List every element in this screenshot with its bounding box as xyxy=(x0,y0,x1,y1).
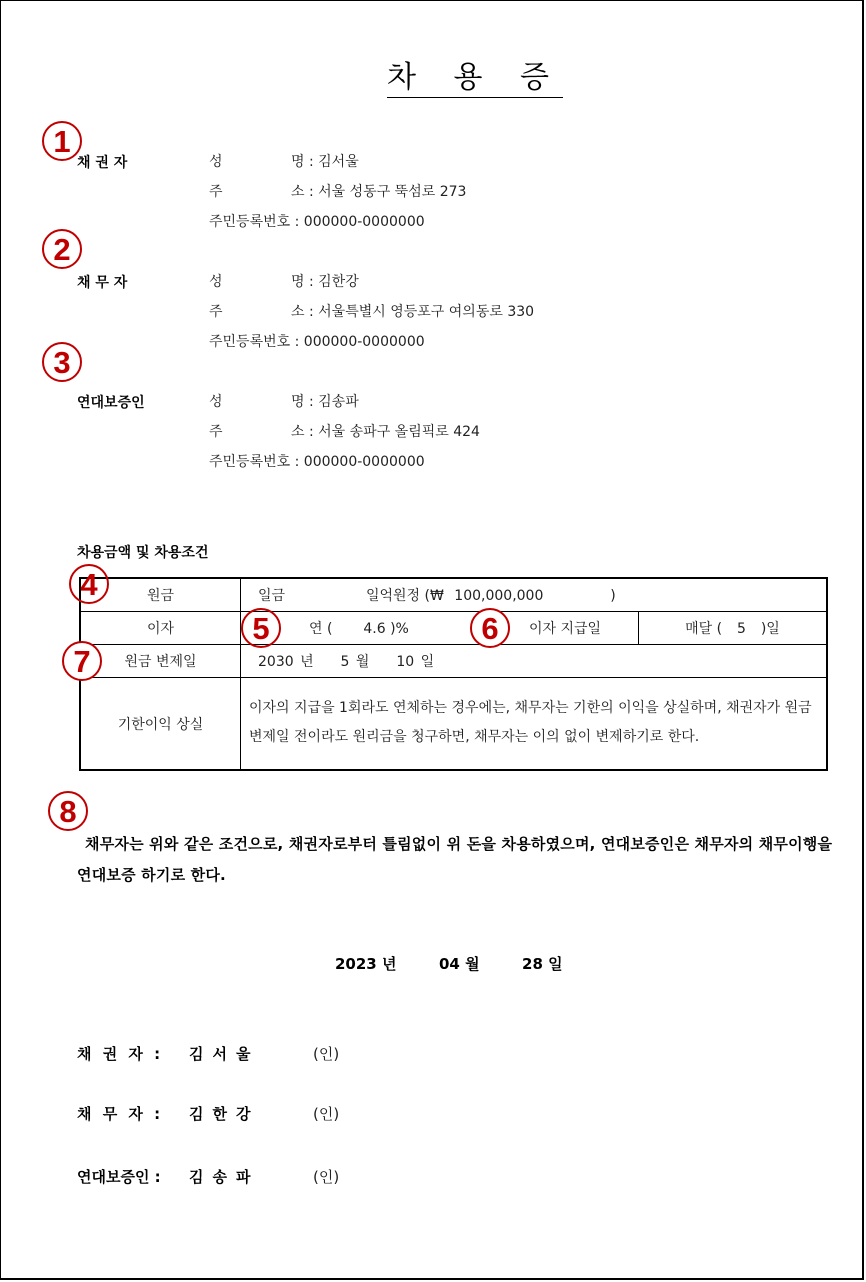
repayment-day: 10 xyxy=(396,654,415,670)
guarantor-label: 연대보증인 xyxy=(77,395,145,411)
principal-label: 원금 xyxy=(80,578,241,612)
separator: : xyxy=(294,334,300,350)
separator: : xyxy=(308,274,314,290)
acceleration-row xyxy=(80,678,827,771)
id-key: 주민등록번호 xyxy=(209,454,291,470)
interest-rate-suffix: )% xyxy=(390,621,409,637)
seal-mark: (인) xyxy=(313,1105,340,1123)
annotation-marker-7: 7 xyxy=(62,641,102,681)
seal-mark: (인) xyxy=(313,1168,340,1186)
debtor-address: 서울특별시 영등포구 여의동로 330 xyxy=(318,304,535,320)
month-unit: 월 xyxy=(355,654,370,670)
signature-guarantor xyxy=(77,1166,339,1187)
payment-day-label: 이자 지급일 xyxy=(492,612,639,645)
date-year: 2023 xyxy=(335,955,377,973)
interest-label: 이자 xyxy=(80,612,241,645)
signature-name: 김한강 xyxy=(189,1105,260,1123)
acceleration-label: 기한이익 상실 xyxy=(80,678,241,771)
separator: : xyxy=(294,214,300,230)
repayment-date xyxy=(241,645,828,678)
principal-row xyxy=(80,578,827,612)
separator: : xyxy=(308,154,314,170)
signature-label: 채 무 자 : xyxy=(77,1105,161,1123)
principal-close: ) xyxy=(610,588,616,604)
interest-row xyxy=(80,612,827,645)
creditor-address: 서울 성동구 뚝섬로 273 xyxy=(318,184,467,200)
guarantor-name: 김송파 xyxy=(318,394,359,410)
id-key: 주민등록번호 xyxy=(209,214,291,230)
signature-name: 김송파 xyxy=(189,1168,260,1186)
date-day-unit: 일 xyxy=(548,955,563,973)
repayment-month: 5 xyxy=(340,654,350,670)
date-day: 28 xyxy=(522,955,543,973)
name-key: 성 xyxy=(209,394,223,410)
payment-day-cell xyxy=(639,612,828,645)
agreement-statement: 채무자는 위와 같은 조건으로, 채권자로부터 틀림없이 위 돈을 차용하였으며, 연대보증인은 채무자의 채무이행을 연대보증 하기로 한다. xyxy=(77,835,833,884)
guarantor-address-row xyxy=(209,421,480,441)
document-title: 차 용 증 xyxy=(387,61,563,98)
guarantor-id-row xyxy=(209,451,425,471)
name-key: 성 xyxy=(209,274,223,290)
debtor-label: 채 무 자 xyxy=(77,275,128,291)
name-key: 성 xyxy=(209,154,223,170)
signature-name: 김서울 xyxy=(189,1045,260,1063)
separator: : xyxy=(308,394,314,410)
acceleration-clause xyxy=(241,678,828,771)
year-unit: 년 xyxy=(300,654,314,670)
contract-date xyxy=(335,953,563,974)
separator: : xyxy=(308,184,314,200)
day-unit: 일 xyxy=(420,654,435,670)
annotation-marker-3: 3 xyxy=(42,342,82,382)
creditor-label: 채 권 자 xyxy=(77,155,128,171)
creditor-id: 000000-0000000 xyxy=(303,214,425,230)
acceleration-text: 이자의 지급을 1회라도 연체하는 경우에는, 채무자는 기한의 이익을 상실하며, 채권자가 원금 변제일 전이라도 원리금을 청구하면, 채무자는 이의 없이 변제하기로 한다. xyxy=(249,700,812,745)
payment-day: 5 xyxy=(737,621,746,637)
signature-creditor xyxy=(77,1043,339,1064)
principal-korean: 일억원정 xyxy=(365,588,421,604)
signature-label: 연대보증인 : xyxy=(77,1168,161,1186)
interest-rate: 4.6 xyxy=(363,621,386,637)
address-key: 주 xyxy=(209,184,223,200)
creditor-name: 김서울 xyxy=(318,154,359,170)
loan-terms-table xyxy=(79,577,828,771)
id-key: 주민등록번호 xyxy=(209,334,291,350)
separator: : xyxy=(294,454,300,470)
principal-open: (₩ xyxy=(424,588,444,604)
debtor-address-row xyxy=(209,301,534,321)
annotation-marker-4: 4 xyxy=(69,564,109,604)
principal-amount: 100,000,000 xyxy=(454,588,544,604)
separator: : xyxy=(308,424,314,440)
payment-day-suffix: )일 xyxy=(760,621,780,637)
seal-mark: (인) xyxy=(313,1045,340,1063)
terms-section-title: 차용금액 및 차용조건 xyxy=(77,545,209,561)
name-key-suffix: 명 xyxy=(291,154,305,170)
address-key-suffix: 소 xyxy=(291,184,305,200)
annotation-marker-1: 1 xyxy=(42,121,82,161)
date-month: 04 xyxy=(438,955,460,973)
debtor-id-row xyxy=(209,331,425,351)
guarantor-id: 000000-0000000 xyxy=(303,454,425,470)
signature-label: 채 권 자 : xyxy=(77,1045,161,1063)
annotation-marker-6: 6 xyxy=(470,608,510,648)
name-key-suffix: 명 xyxy=(291,274,305,290)
annotation-marker-5: 5 xyxy=(241,608,281,648)
annotation-marker-8: 8 xyxy=(48,791,88,831)
address-key: 주 xyxy=(209,424,223,440)
interest-rate-prefix: 연 ( xyxy=(309,621,333,637)
guarantor-address: 서울 송파구 올림픽로 424 xyxy=(318,424,480,440)
debtor-name: 김한강 xyxy=(318,274,359,290)
agreement-text xyxy=(77,829,837,891)
date-month-unit: 월 xyxy=(465,955,480,973)
address-key-suffix: 소 xyxy=(291,424,305,440)
repayment-label: 원금 변제일 xyxy=(80,645,241,678)
repayment-year: 2030 xyxy=(258,654,294,670)
separator: : xyxy=(308,304,314,320)
signature-debtor xyxy=(77,1103,339,1124)
guarantor-name-row xyxy=(209,391,359,411)
creditor-address-row xyxy=(209,181,466,201)
creditor-id-row xyxy=(209,211,425,231)
principal-value xyxy=(241,578,828,612)
principal-prefix: 일금 xyxy=(258,588,286,604)
address-key: 주 xyxy=(209,304,223,320)
debtor-id: 000000-0000000 xyxy=(303,334,425,350)
repayment-row xyxy=(80,645,827,678)
name-key-suffix: 명 xyxy=(291,394,305,410)
payment-day-prefix: 매달 ( xyxy=(685,621,723,637)
date-year-unit: 년 xyxy=(381,955,397,973)
address-key-suffix: 소 xyxy=(291,304,305,320)
annotation-marker-2: 2 xyxy=(42,229,82,269)
creditor-name-row xyxy=(209,151,359,171)
debtor-name-row xyxy=(209,271,359,291)
